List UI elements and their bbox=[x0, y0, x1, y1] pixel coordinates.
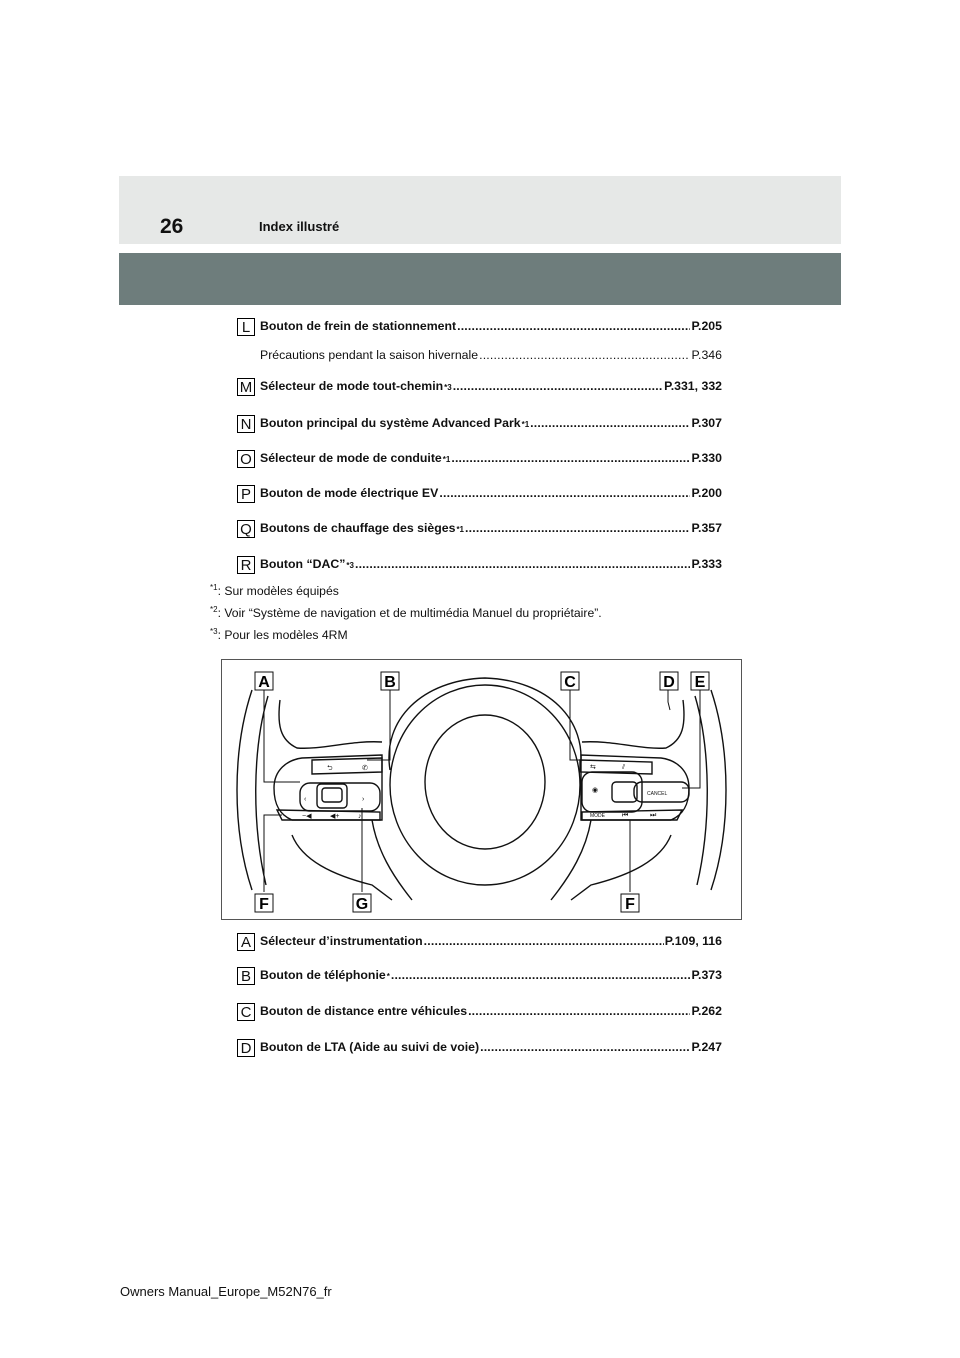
callout-c: C bbox=[564, 674, 576, 691]
footnote-mark: *1 bbox=[442, 455, 451, 464]
page-ref: P.330 bbox=[691, 451, 722, 465]
letter-box: L bbox=[237, 318, 255, 336]
cancel-button-label: CANCEL bbox=[647, 791, 668, 797]
volume-up-icon: ◀+ bbox=[330, 813, 340, 820]
callout-b: B bbox=[384, 674, 396, 691]
item-label: Bouton de mode électrique EV bbox=[260, 486, 439, 500]
list-item-a bbox=[237, 933, 722, 955]
mode-button-label: MODE bbox=[590, 813, 605, 819]
item-label: Sélecteur d’instrumentation bbox=[260, 934, 423, 948]
page-ref: P.357 bbox=[691, 521, 722, 535]
footnote-mark: * bbox=[386, 972, 390, 981]
callout-a: A bbox=[258, 674, 270, 691]
page-ref: P.346 bbox=[691, 348, 722, 362]
list-item-o bbox=[237, 450, 722, 472]
footnote-mark: *1 bbox=[521, 420, 530, 429]
footnote-text: : Pour les modèles 4RM bbox=[217, 628, 348, 643]
footnote-1 bbox=[210, 583, 339, 598]
item-label: Bouton de frein de stationnement bbox=[260, 319, 457, 333]
letter-box: D bbox=[237, 1039, 255, 1057]
back-icon: ⮌ bbox=[327, 765, 333, 772]
right-arrow-icon: › bbox=[362, 796, 365, 803]
callout-g: G bbox=[355, 896, 369, 913]
callout-f-right: F bbox=[625, 896, 635, 913]
list-item-sub bbox=[237, 347, 722, 369]
item-label: Bouton de LTA (Aide au suivi de voie) bbox=[260, 1040, 480, 1054]
letter-box: A bbox=[237, 933, 255, 951]
letter-box: B bbox=[237, 967, 255, 985]
header-band bbox=[119, 176, 841, 244]
callout-e: E bbox=[694, 674, 706, 691]
list-item-p bbox=[237, 485, 722, 507]
lta-icon: ⫽ bbox=[622, 764, 626, 771]
page-ref: P.200 bbox=[691, 486, 722, 500]
item-label: Sélecteur de mode de conduite bbox=[260, 451, 442, 465]
callout-d: D bbox=[663, 674, 675, 691]
item-label: Bouton de distance entre véhicules bbox=[260, 1004, 468, 1018]
page-ref: P.373 bbox=[691, 968, 722, 982]
list-item-b bbox=[237, 967, 722, 989]
footnote-mark: *3 bbox=[210, 627, 218, 636]
footnote-text: : Sur modèles équipés bbox=[217, 584, 339, 599]
page-ref: P.333 bbox=[691, 557, 722, 571]
footnote-mark: *1 bbox=[210, 583, 218, 592]
phone-icon: ✆ bbox=[362, 765, 368, 772]
letter-box: R bbox=[237, 556, 255, 574]
item-label: Bouton principal du système Advanced Park bbox=[260, 416, 521, 430]
page-ref: P.109, 116 bbox=[664, 934, 722, 948]
letter-box: Q bbox=[237, 520, 255, 538]
steering-wheel-diagram bbox=[221, 659, 742, 920]
letter-box: N bbox=[237, 415, 255, 433]
page-ref: P.205 bbox=[691, 319, 722, 333]
item-label: Bouton de téléphonie bbox=[260, 968, 386, 982]
section-title: Index illustré bbox=[259, 219, 340, 234]
page-number: 26 bbox=[160, 215, 184, 238]
letter-box: M bbox=[237, 378, 255, 396]
footnote-mark: *2 bbox=[210, 605, 218, 614]
list-item-l bbox=[237, 318, 722, 340]
item-label: Sélecteur de mode tout-chemin bbox=[260, 379, 444, 393]
cruise-icon: ◉ bbox=[592, 787, 599, 794]
footnote-text: : Voir “Système de navigation et de multimédia Manuel du propriétaire”. bbox=[217, 606, 602, 621]
letter-box: P bbox=[237, 485, 255, 503]
section-bar bbox=[119, 253, 841, 305]
item-label: Boutons de chauffage des sièges bbox=[260, 521, 456, 535]
footnote-mark: *1 bbox=[456, 525, 464, 534]
volume-down-icon: −◀ bbox=[302, 813, 312, 820]
footnote-mark: *3 bbox=[444, 383, 452, 392]
list-item-c bbox=[237, 1003, 722, 1025]
list-item-r bbox=[237, 556, 722, 578]
list-item-n bbox=[237, 415, 722, 437]
footnote-mark: *3 bbox=[346, 561, 354, 570]
steering-wheel-illustration bbox=[222, 660, 741, 919]
item-label: Précautions pendant la saison hivernale bbox=[260, 348, 479, 362]
callout-f-left: F bbox=[259, 896, 269, 913]
page-ref: P.247 bbox=[691, 1040, 722, 1054]
previous-track-icon: ⏮ bbox=[622, 812, 629, 819]
page-ref: P.307 bbox=[691, 416, 722, 430]
letter-box: C bbox=[237, 1003, 255, 1021]
footnote-3 bbox=[210, 627, 348, 642]
item-label: Bouton “DAC” bbox=[260, 557, 346, 571]
list-item-q bbox=[237, 520, 722, 542]
page-ref: P.331, 332 bbox=[664, 379, 722, 393]
letter-box: O bbox=[237, 450, 255, 468]
list-item-d bbox=[237, 1039, 722, 1061]
distance-icon: ⇆ bbox=[590, 764, 596, 771]
list-item-m bbox=[237, 378, 722, 400]
next-track-icon: ⏭ bbox=[650, 812, 657, 819]
page-ref: P.262 bbox=[691, 1004, 722, 1018]
left-arrow-icon: ‹ bbox=[304, 796, 307, 803]
voice-icon: ♪ bbox=[358, 813, 362, 820]
footer-manual-id: Owners Manual_Europe_M52N76_fr bbox=[120, 1284, 332, 1299]
footnote-2 bbox=[210, 605, 602, 620]
